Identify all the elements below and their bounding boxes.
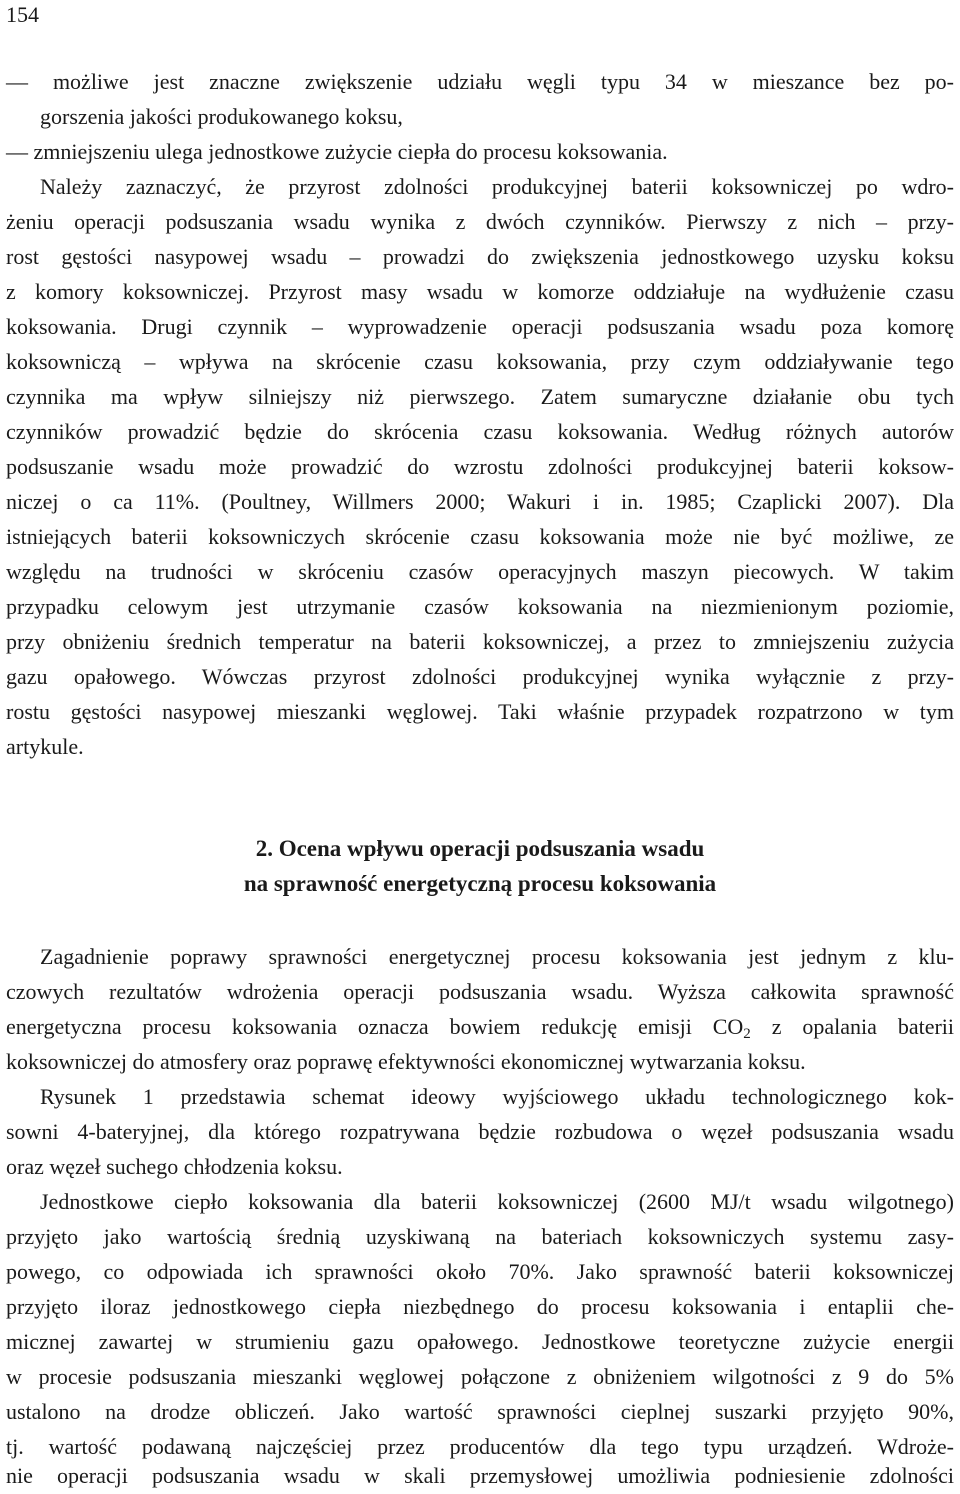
paragraph-line: czowych rezultatów wdrożenia operacji podsuszania wsadu. Wyższa całkowita sprawność [6, 979, 954, 1004]
paragraph-line: micznej zawartej w strumieniu gazu opałowego. Jednostkowe teoretyczne zużycie energii [6, 1329, 954, 1354]
paragraph-text: z opalania baterii [750, 1014, 955, 1039]
bullet-item: — możliwe jest znaczne zwiększenie udziału węgli typu 34 w mieszance bez po- [6, 69, 954, 94]
paragraph-line: powego, co odpowiada ich sprawności około 70%. Jako sprawność baterii koksowniczej [6, 1259, 954, 1284]
paragraph-line: przypadku celowym jest utrzymanie czasów koksowania na niezmienionym poziomie, [6, 594, 954, 619]
paragraph-line: sowni 4-bateryjnej, dla którego rozpatrywana będzie rozbudowa o węzeł podsuszania wsadu [6, 1119, 954, 1144]
co2-subscript: 2 [743, 1026, 751, 1042]
bullet-item-continuation: gorszenia jakości produkowanego koksu, [40, 104, 403, 129]
paragraph-line: podsuszanie wsadu może prowadzić do wzrostu zdolności produkcyjnej baterii koksow- [6, 454, 954, 479]
bullet-item: — zmniejszeniu ulega jednostkowe zużycie ciepła do procesu koksowania. [6, 139, 668, 164]
paragraph-line: ustalono na drodze obliczeń. Jako wartość sprawności cieplnej suszarki przyjęto 90%, [6, 1399, 954, 1424]
paragraph-line: koksowania. Drugi czynnik – wyprowadzenie operacji podsuszania wsadu poza komorę [6, 314, 954, 339]
paragraph-line: istniejących baterii koksowniczych skrócenie czasu koksowania może nie być możliwe, ze [6, 524, 954, 549]
paragraph-line: Jednostkowe ciepło koksowania dla baterii koksowniczej (2600 MJ/t wsadu wilgotnego) [40, 1189, 954, 1214]
paragraph-line: rostu gęstości nasypowej mieszanki węglowej. Taki właśnie przypadek rozpatrzono w tym [6, 699, 954, 724]
paragraph-line: przyjęto iloraz jednostkowego ciepła niezbędnego do procesu koksowania i entaplii che- [6, 1294, 954, 1319]
paragraph-line: niczej o ca 11%. (Poultney, Willmers 2000; Wakuri i in. 1985; Czaplicki 2007). Dla [6, 489, 954, 514]
section-heading: 2. Ocena wpływu operacji podsuszania wsadu [255, 836, 705, 861]
paragraph-line [6, 1009, 954, 1044]
paragraph-line: Rysunek 1 przedstawia schemat ideowy wyjściowego układu technologicznego kok- [40, 1084, 954, 1109]
paragraph-line: czynników prowadzić będzie do skrócenia czasu koksowania. Według różnych autorów [6, 419, 954, 444]
paragraph-line: Należy zaznaczyć, że przyrost zdolności produkcyjnej baterii koksowniczej po wdro- [40, 174, 954, 199]
section-heading: na sprawność energetyczną procesu koksowania [243, 871, 717, 896]
paragraph-line: koksowniczej do atmosfery oraz poprawę efektywności ekonomicznej wytwarzania koksu. [6, 1049, 806, 1074]
paragraph-line: artykule. [6, 734, 84, 759]
co2-text: energetyczna procesu koksowania oznacza bowiem redukcję emisji CO [6, 1014, 744, 1039]
paragraph-line: oraz węzeł suchego chłodzenia koksu. [6, 1154, 343, 1179]
paragraph-line: względu na trudności w skróceniu czasów operacyjnych maszyn piecowych. W takim [6, 559, 954, 584]
page-number: 154 [6, 2, 39, 27]
paragraph-line: tj. wartość podawaną najczęściej przez producentów dla tego typu urządzeń. Wdroże- [6, 1434, 954, 1459]
paragraph-line: przy obniżeniu średnich temperatur na baterii koksowniczej, a przez to zmniejszeniu zużycia [6, 629, 954, 654]
paragraph-line: koksowniczą – wpływa na skrócenie czasu koksowania, przy czym oddziaływanie tego [6, 349, 954, 374]
paragraph-line: rost gęstości nasypowej wsadu – prowadzi do zwiększenia jednostkowego uzysku koksu [6, 244, 954, 269]
paragraph-line: z komory koksowniczej. Przyrost masy wsadu w komorze oddziałuje na wydłużenie czasu [6, 279, 954, 304]
paragraph-line: czynnika ma wpływ silniejszy niż pierwszego. Zatem sumaryczne działanie obu tych [6, 384, 954, 409]
paragraph-line: nie operacji podsuszania wsadu w skali przemysłowej umożliwia podniesienie zdolności [6, 1463, 954, 1488]
paragraph-line: Zagadnienie poprawy sprawności energetycznej procesu koksowania jest jednym z klu- [40, 944, 954, 969]
paragraph-line: przyjęto jako wartością średnią uzyskiwaną na bateriach koksowniczych systemu zasy- [6, 1224, 954, 1249]
paragraph-line: w procesie podsuszania mieszanki węglowej połączone z obniżeniem wilgotności z 9 do 5% [6, 1364, 954, 1389]
paragraph-line: żeniu operacji podsuszania wsadu wynika z dwóch czynników. Pierwszy z nich – przy- [6, 209, 954, 234]
paragraph-line: gazu opałowego. Wówczas przyrost zdolności produkcyjnej wynika wyłącznie z przy- [6, 664, 954, 689]
